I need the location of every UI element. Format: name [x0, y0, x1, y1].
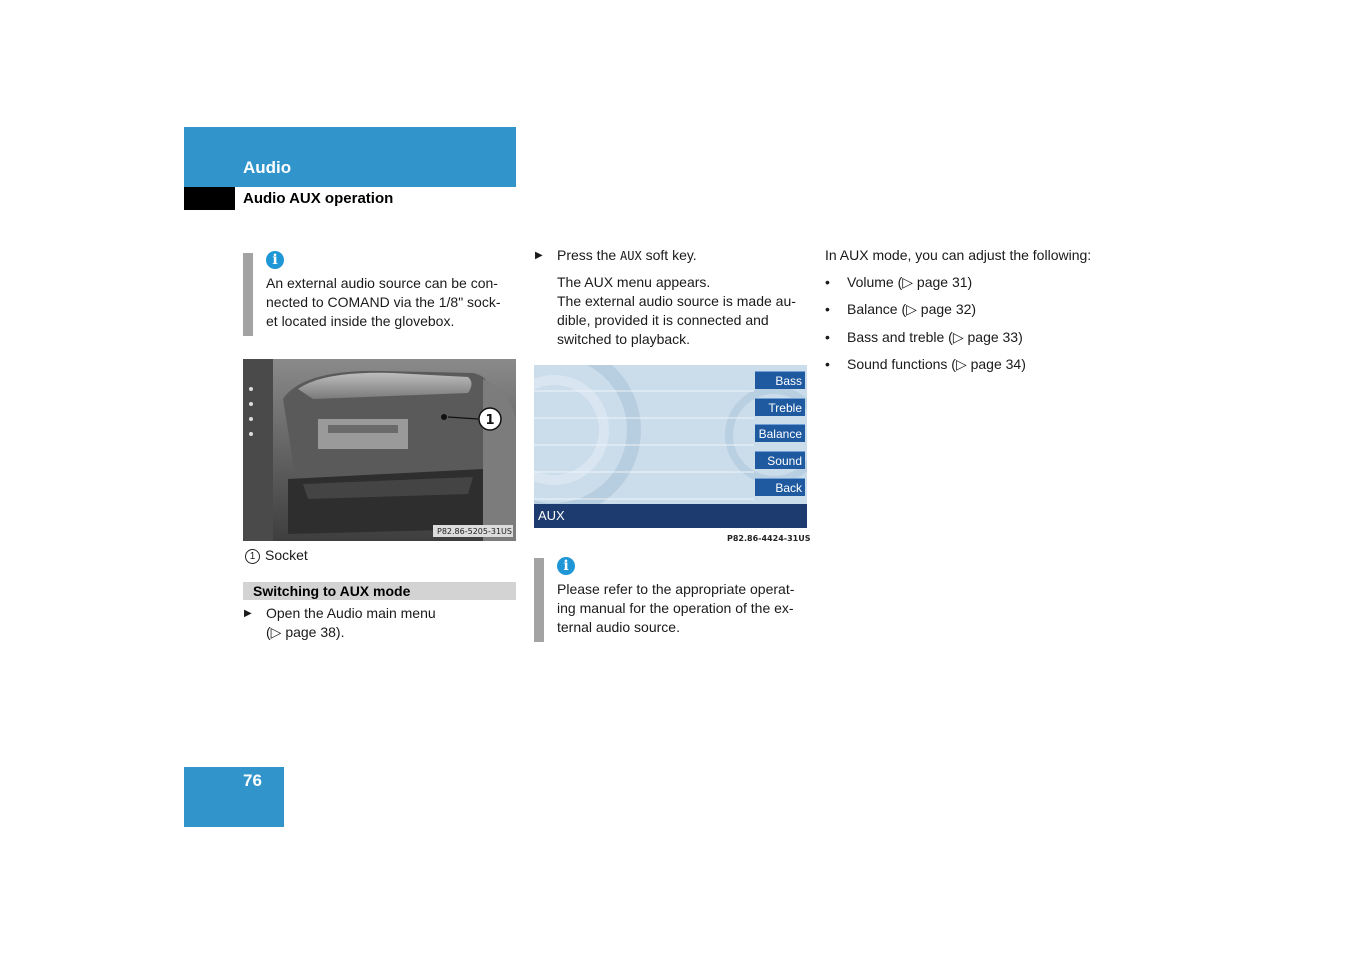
aux-softkey-label: AUX: [620, 249, 642, 263]
list-item-text: Sound functions (▷ page 34): [847, 356, 1026, 372]
result-line: The external audio source is made au-: [557, 293, 796, 309]
info-note-2: [557, 580, 812, 637]
step-line: Open the Audio main menu: [266, 605, 436, 621]
info-note-1-line: nected to COMAND via the 1/8" sock-: [266, 294, 501, 310]
info-box-bar: [243, 253, 253, 336]
list-item: [825, 355, 1026, 374]
list-item-text: Volume (▷ page 31): [847, 274, 973, 290]
result-line: The AUX menu appears.: [557, 274, 711, 290]
svg-text:1: 1: [485, 413, 495, 428]
callout-number: 1: [245, 549, 260, 564]
step-arrow-icon: ▶: [244, 608, 252, 619]
list-item: [825, 328, 1023, 347]
info-icon: i: [557, 557, 575, 575]
bullet-icon: •: [825, 274, 830, 290]
screen-photo-code: P82.86-4424-31US: [727, 534, 811, 543]
step-line: (▷ page 38).: [266, 624, 345, 640]
result-line: switched to playback.: [557, 331, 691, 347]
result-line: dible, provided it is connected and: [557, 312, 769, 328]
info-note-1-line: et located inside the glovebox.: [266, 313, 455, 329]
info-note-2-line: ing manual for the operation of the ex-: [557, 600, 794, 616]
photo-code: P82.86-5205-31US: [437, 527, 512, 536]
info-note-2-line: Please refer to the appropriate operat-: [557, 581, 795, 597]
glovebox-photo: [243, 359, 516, 541]
step-text: Press the: [557, 247, 621, 263]
step-text: soft key.: [641, 247, 697, 263]
softkey-sound[interactable]: Sound: [755, 451, 805, 469]
info-icon: i: [266, 251, 284, 269]
softkey-back[interactable]: Back: [755, 478, 805, 496]
section-heading: Switching to AUX mode: [253, 583, 411, 599]
aux-adjust-intro: In AUX mode, you can adjust the following:: [825, 247, 1092, 263]
page-number: 76: [243, 771, 262, 790]
bullet-icon: •: [825, 356, 830, 372]
list-item: [825, 273, 972, 292]
glovebox-illustration: [243, 359, 516, 541]
info-note-1-line: An external audio source can be con-: [266, 275, 498, 291]
softkey-treble[interactable]: Treble: [755, 398, 805, 416]
subsection-title: Audio AUX operation: [243, 190, 394, 207]
step-arrow-icon: ▶: [535, 250, 543, 261]
info-note-1: [266, 274, 521, 331]
photo-caption: [245, 546, 308, 565]
softkey-balance[interactable]: Balance: [755, 424, 805, 442]
header-tab-marker: [184, 187, 235, 210]
list-item-text: Bass and treble (▷ page 33): [847, 329, 1023, 345]
info-note-2-line: ternal audio source.: [557, 619, 680, 635]
step-open-audio-menu: [266, 604, 436, 642]
header-block: [184, 127, 516, 187]
bullet-icon: •: [825, 329, 830, 345]
aux-menu-screen: [534, 365, 807, 528]
list-item: [825, 300, 976, 319]
info-box-bar: [534, 558, 544, 642]
page-number-block: [184, 767, 284, 827]
aux-status-bar: AUX: [534, 504, 807, 528]
list-item-text: Balance (▷ page 32): [847, 301, 977, 317]
section-title: Audio: [243, 158, 292, 177]
step-press-aux: [557, 246, 697, 266]
bullet-icon: •: [825, 301, 830, 317]
step-result: [557, 273, 796, 349]
caption-text: Socket: [265, 547, 308, 563]
softkey-bass[interactable]: Bass: [755, 371, 805, 389]
